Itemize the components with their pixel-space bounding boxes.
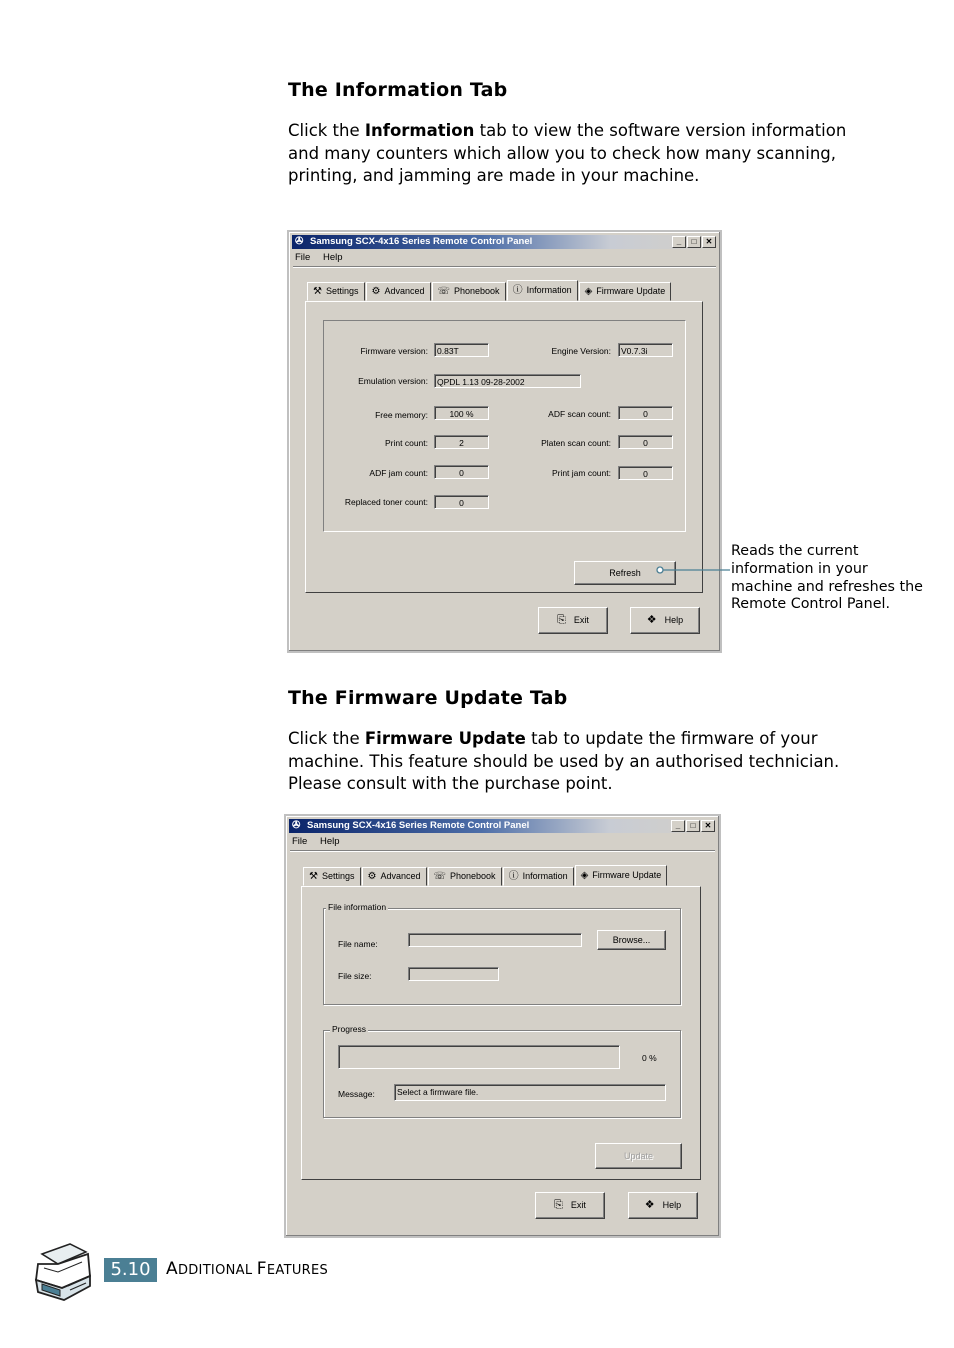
tools-icon: ⚒: [313, 286, 322, 297]
tools-icon: ⚒: [309, 871, 318, 882]
tab-information[interactable]: ⓘ Information: [507, 280, 578, 301]
remote-control-panel-information-window: [287, 230, 722, 653]
replaced-toner-count-label: Replaced toner count:: [344, 497, 428, 507]
help-book-icon: ❖: [644, 1199, 655, 1211]
minimize-button[interactable]: _: [672, 236, 686, 248]
section-heading-firmware-update: The Firmware Update Tab: [288, 687, 568, 709]
file-information-title: File information: [328, 902, 387, 912]
menu-divider: [293, 266, 716, 268]
adf-jam-count-field: 0: [434, 465, 489, 479]
file-name-field: [408, 933, 582, 947]
tab-phonebook[interactable]: ☏ Phonebook: [432, 282, 506, 301]
page-number-badge: 5.10: [104, 1258, 157, 1282]
footer-section-title: ADDITIONAL FEATURES: [166, 1259, 329, 1279]
engine-version-label: Engine Version:: [551, 346, 611, 356]
tab-phonebook[interactable]: ☏ Phonebook: [428, 867, 502, 886]
progress-bar: [338, 1045, 620, 1069]
exit-button[interactable]: ⎘ Exit: [535, 1192, 605, 1219]
chip-icon: ◈: [584, 286, 593, 297]
printer-icon: [30, 1240, 96, 1306]
close-button[interactable]: ✕: [702, 236, 716, 248]
message-field: Select a firmware file.: [394, 1084, 666, 1101]
firmware-version-field: 0.83T: [434, 343, 489, 357]
platen-scan-count-label: Platen scan count:: [541, 438, 611, 448]
progress-percent: 0 %: [642, 1053, 657, 1063]
adf-scan-count-label: ADF scan count:: [548, 409, 611, 419]
menu-file[interactable]: File: [292, 836, 308, 847]
tab-firmware-update[interactable]: ◈ Firmware Update: [579, 282, 672, 301]
progress-group: [323, 1030, 681, 1118]
emulation-version-field: QPDL 1.13 09-28-2002: [434, 374, 581, 388]
help-button[interactable]: ❖ Help: [628, 1192, 698, 1219]
tab-strip: [307, 282, 672, 301]
print-count-field: 2: [434, 435, 489, 449]
print-jam-count-field: 0: [618, 466, 673, 480]
tab-strip: [303, 867, 668, 886]
close-button[interactable]: ✕: [701, 820, 715, 832]
section-heading-information: The Information Tab: [288, 79, 508, 101]
engine-version-field: V0.7.3i: [618, 343, 673, 357]
remote-control-panel-firmware-window: [284, 814, 721, 1238]
window-title: Samsung SCX-4x16 Series Remote Control Panel: [307, 820, 530, 831]
refresh-callout-text: Reads the current information in your machine and refreshes the Remote Control Panel.: [731, 543, 923, 613]
tab-information[interactable]: ⓘ Information: [503, 867, 574, 886]
tab-settings[interactable]: ⚒ Settings: [303, 867, 361, 886]
menu-bar: [295, 252, 353, 263]
title-bar[interactable]: [289, 819, 716, 833]
browse-button[interactable]: Browse...: [597, 930, 666, 950]
exit-icon: ⎘: [557, 614, 566, 626]
emulation-version-label: Emulation version:: [358, 376, 428, 386]
file-size-label: File size:: [338, 971, 372, 981]
refresh-button[interactable]: Refresh: [574, 561, 676, 585]
gear-icon: ⚙: [371, 286, 381, 297]
callout-line: [656, 562, 732, 578]
information-paragraph: Click the Information tab to view the software version information and many counters which allow you to check how many scanning, printing, and jamming are made in your machine.: [288, 121, 847, 185]
adf-scan-count-field: 0: [618, 406, 673, 420]
minimize-button[interactable]: _: [671, 820, 685, 832]
progress-title: Progress: [332, 1024, 367, 1034]
exit-button[interactable]: ⎘ Exit: [538, 607, 608, 634]
print-jam-count-label: Print jam count:: [551, 468, 611, 478]
phone-icon: ☏: [437, 286, 451, 297]
print-count-label: Print count:: [385, 438, 428, 448]
menu-help[interactable]: Help: [319, 836, 340, 847]
tab-advanced[interactable]: ⚙ Advanced: [362, 867, 427, 886]
window-title: Samsung SCX-4x16 Series Remote Control Panel: [310, 236, 533, 247]
tab-firmware-update[interactable]: ◈ Firmware Update: [575, 865, 668, 886]
menu-help[interactable]: Help: [322, 252, 343, 263]
help-button[interactable]: ❖ Help: [630, 607, 700, 634]
information-panel: [305, 301, 703, 593]
file-name-label: File name:: [338, 939, 378, 949]
menu-divider: [290, 850, 715, 852]
tab-settings[interactable]: ⚒ Settings: [307, 282, 365, 301]
free-memory-field: 100 %: [434, 406, 489, 420]
file-information-group: [323, 908, 681, 1005]
message-label: Message:: [338, 1089, 375, 1099]
exit-icon: ⎘: [554, 1199, 563, 1211]
app-icon: ✇: [295, 236, 304, 247]
menu-bar: [292, 836, 350, 847]
app-icon: ✇: [292, 820, 301, 831]
firmware-version-label: Firmware version:: [360, 346, 428, 356]
chip-icon: ◈: [580, 870, 589, 881]
tab-advanced[interactable]: ⚙ Advanced: [366, 282, 431, 301]
free-memory-label: Free memory:: [375, 410, 428, 420]
title-bar[interactable]: [292, 235, 717, 249]
adf-jam-count-label: ADF jam count:: [369, 468, 428, 478]
menu-file[interactable]: File: [295, 252, 311, 263]
maximize-button[interactable]: □: [686, 820, 700, 832]
info-icon: ⓘ: [508, 871, 519, 882]
replaced-toner-count-field: 0: [434, 495, 489, 509]
platen-scan-count-field: 0: [618, 435, 673, 449]
firmware-update-panel: [301, 886, 701, 1180]
file-size-field: [408, 967, 499, 981]
firmware-update-paragraph: Click the Firmware Update tab to update the firmware of your machine. This feature should be used by an authorised technician. Please consult with the purchase point.: [288, 729, 840, 793]
info-icon: ⓘ: [512, 285, 523, 296]
update-button[interactable]: Update: [595, 1143, 682, 1169]
maximize-button[interactable]: □: [687, 236, 701, 248]
help-book-icon: ❖: [646, 614, 657, 626]
phone-icon: ☏: [433, 871, 447, 882]
gear-icon: ⚙: [367, 871, 377, 882]
